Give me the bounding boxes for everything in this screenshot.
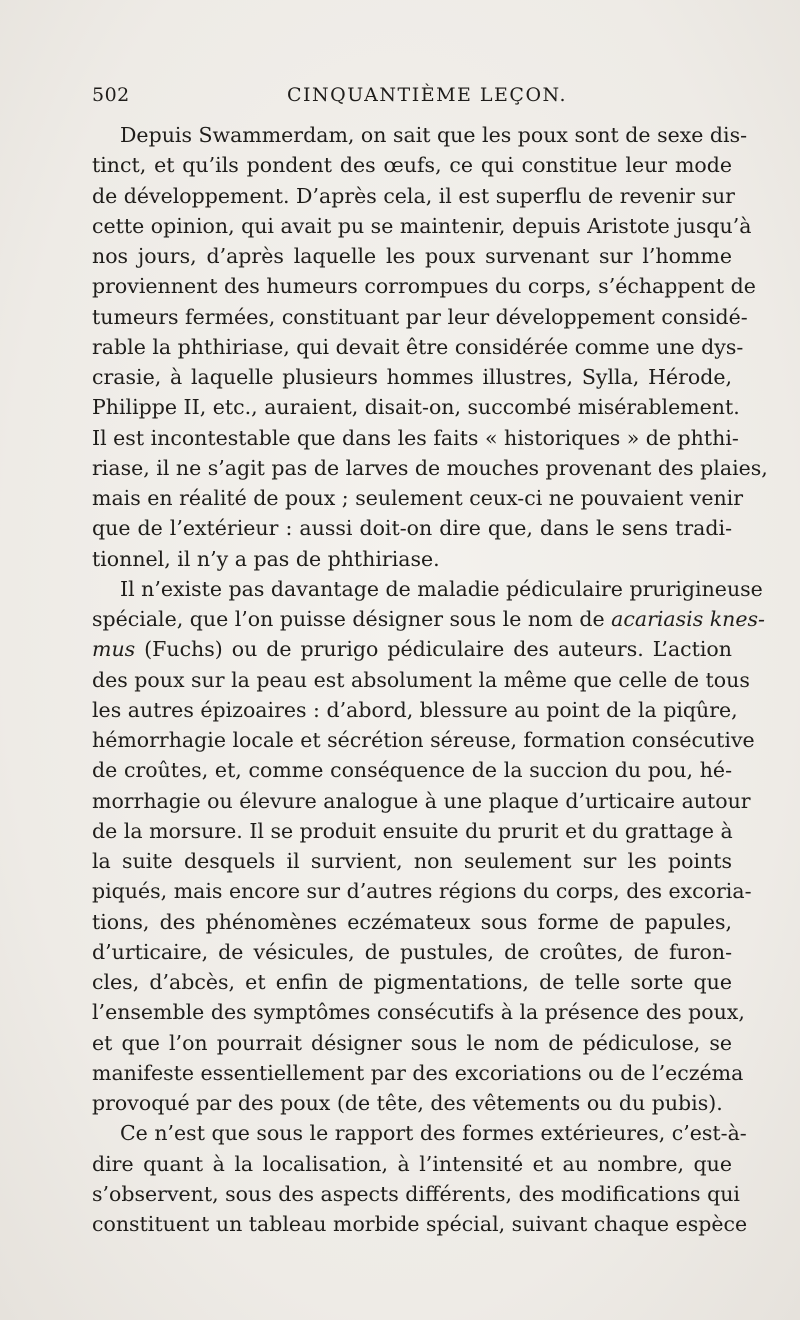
text-line [92,634,732,664]
text-line [92,604,765,634]
text-line: morrhagie ou élevure analogue à une plaque d’urticaire autour [92,788,751,813]
text-line: riase, il ne s’agit pas de larves de mouches provenant des plaies, [92,455,768,480]
text-line: l’ensemble des symptômes consécutifs à la présence des poux, [92,1000,745,1025]
text-line: de développement. D’après cela, il est superflu de revenir sur [92,183,735,208]
text-line: manifeste essentiellement par des excoriations ou de l’eczéma [92,1060,744,1085]
text-line: piqués, mais encore sur d’autres régions du corps, des excoria- [92,879,752,904]
text-line: et que l’on pourrait désigner sous le nom de pédiculose, se [92,1030,732,1055]
text-line: la suite desquels il survient, non seulement sur les points [92,849,732,873]
text-line: Il n’existe pas davantage de maladie pédiculaire prurigineuse [120,576,763,601]
text-line: Ce n’est que sous le rapport des formes extérieures, c’est-à- [120,1121,747,1146]
text-line: d’urticaire, de vésicules, de pustules, de croûtes, de furon- [92,939,732,964]
text-line: tions, des phénomènes eczémateux sous forme de papules, [92,909,732,934]
text-line: tionnel, il n’y a pas de phthiriase. [92,546,440,571]
text-line: s’observent, sous des aspects différents, des modifications qui [92,1181,740,1206]
text-line: constituent un tableau morbide spécial, suivant chaque espèce [92,1212,748,1236]
text-line: tinct, et qu’ils pondent des œufs, ce qui constitue leur mode [92,153,732,178]
text-line: dire quant à la localisation, à l’intensité et au nombre, que [92,1151,732,1176]
body-text [92,120,768,1239]
page-number: 502 [92,84,130,106]
text-line: cette opinion, qui avait pu se maintenir, depuis Aristote jusqu’à [92,213,752,238]
text-line: Il est incontestable que dans les faits « historiques » de phthi- [92,425,739,450]
text-line: de la morsure. Il se produit ensuite du prurit et du grattage à [92,818,733,843]
text-line: Depuis Swammerdam, on sait que les poux sont de sexe dis- [120,123,748,147]
italic-term: acariasis knes- [611,607,765,631]
text-line: nos jours, d’après laquelle les poux survenant sur l’homme [92,244,732,268]
text-line: proviennent des humeurs corrompues du corps, s’échappent de [92,274,756,299]
text-segment: spéciale, que l’on puisse désigner sous le nom de [92,607,605,631]
running-title: CINQUANTIÈME LEÇON. [287,84,567,106]
text-line: crasie, à laquelle plusieurs hommes illustres, Sylla, Hérode, [92,365,732,389]
text-line: rable la phthiriase, qui devait être considérée comme une dys- [92,334,744,359]
text-line: Philippe II, etc., auraient, disait-on, succombé misérablement. [92,395,740,420]
text-segment: (Fuchs) ou de prurigo pédiculaire des auteurs. L’action [144,637,732,662]
text-line: cles, d’abcès, et enfin de pigmentations, de telle sorte que [92,970,732,994]
text-line: provoqué par des poux (de tête, des vêtements ou du pubis). [92,1091,723,1115]
text-line: tumeurs fermées, constituant par leur développement considé- [92,304,748,329]
text-line: hémorrhagie locale et sécrétion séreuse, formation consécutive [92,728,755,752]
text-line: de croûtes, et, comme conséquence de la succion du pou, hé- [92,758,732,783]
text-line: mais en réalité de poux ; seulement ceux-ci ne pouvaient venir [92,486,744,510]
text-line: les autres épizoaires : d’abord, blessure au point de la piqûre, [92,697,738,722]
page-header [92,84,732,118]
text-line: des poux sur la peau est absolument la même que celle de tous [92,667,750,692]
italic-term: mus [92,637,136,662]
text-line: que de l’extérieur : aussi doit-on dire que, dans le sens tradi- [92,516,732,541]
